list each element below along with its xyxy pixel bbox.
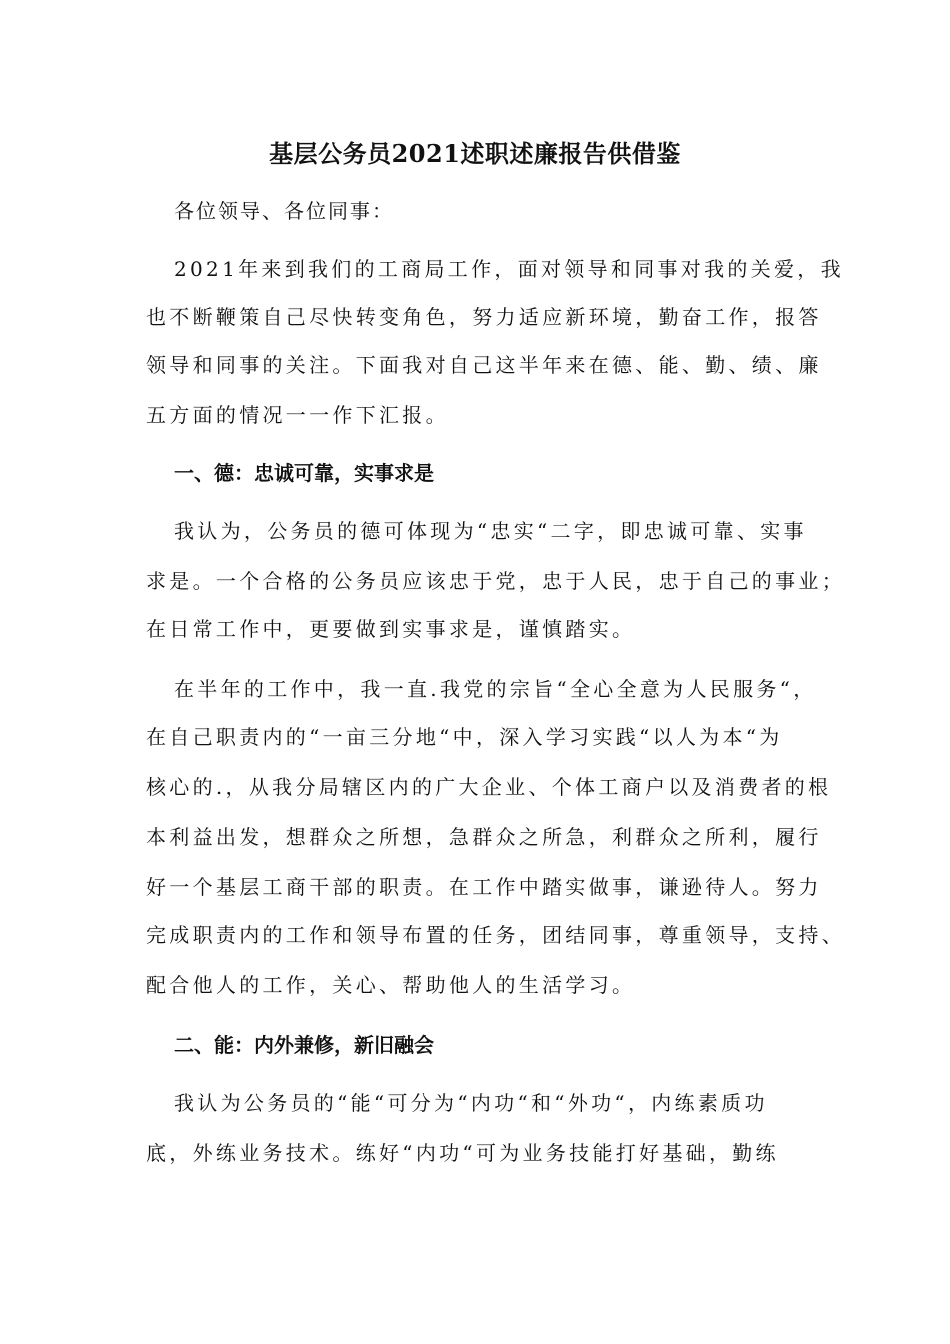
section-1-para-2-line-5: 好一个基层工商干部的职责。在工作中踏实做事，谦逊待人。努力 (146, 875, 822, 899)
intro-line-2: 也不断鞭策自己尽快转变角色，努力适应新环境，勤奋工作，报答 (146, 305, 822, 329)
document-title: 基层公务员2021述职述廉报告供借鉴 (269, 139, 681, 168)
intro-line-4: 五方面的情况一一作下汇报。 (146, 403, 449, 427)
intro-line-3: 领导和同事的关注。下面我对自己这半年来在德、能、勤、绩、廉 (146, 353, 822, 377)
section-2-para-1-line-2: 底，外练业务技术。练好“内功“可为业务技能打好基础，勤练 (146, 1141, 779, 1165)
section-1-para-2-line-2: 在自己职责内的“一亩三分地“中，深入学习实践“以人为本“为 (146, 725, 783, 749)
section-1-para-1-line-3: 在日常工作中，更要做到实事求是，谨慎踏实。 (146, 617, 636, 641)
section-1-para-2-line-4: 本利益出发，想群众之所想，急群众之所急，利群众之所利，履行 (146, 825, 822, 849)
section-1-heading: 一、德：忠诚可靠，实事求是 (174, 461, 434, 485)
section-1-para-1-line-2: 求是。一个合格的公务员应该忠于党，忠于人民，忠于自己的事业； (146, 569, 845, 593)
section-2-heading: 二、能：内外兼修，新旧融会 (174, 1033, 434, 1057)
section-1-para-2-line-1: 在半年的工作中，我一直.我党的宗旨“全心全意为人民服务“， (174, 677, 817, 701)
section-1-para-1-line-1: 我认为，公务员的德可体现为“忠实“二字，即忠诚可靠、实事 (174, 519, 807, 543)
intro-line-1: 2021年来到我们的工商局工作，面对领导和同事对我的关爱，我 (174, 257, 844, 281)
section-1-para-2-line-7: 配合他人的工作，关心、帮助他人的生活学习。 (146, 973, 636, 997)
salutation: 各位领导、各位同事： (174, 199, 394, 223)
section-2-para-1-line-1: 我认为公务员的“能“可分为“内功“和“外功“，内练素质功 (174, 1091, 768, 1115)
section-1-para-2-line-3: 核心的.，从我分局辖区内的广大企业、个体工商户以及消费者的根 (146, 775, 832, 799)
section-1-para-2-line-6: 完成职责内的工作和领导布置的任务，团结同事，尊重领导，支持、 (146, 923, 845, 947)
